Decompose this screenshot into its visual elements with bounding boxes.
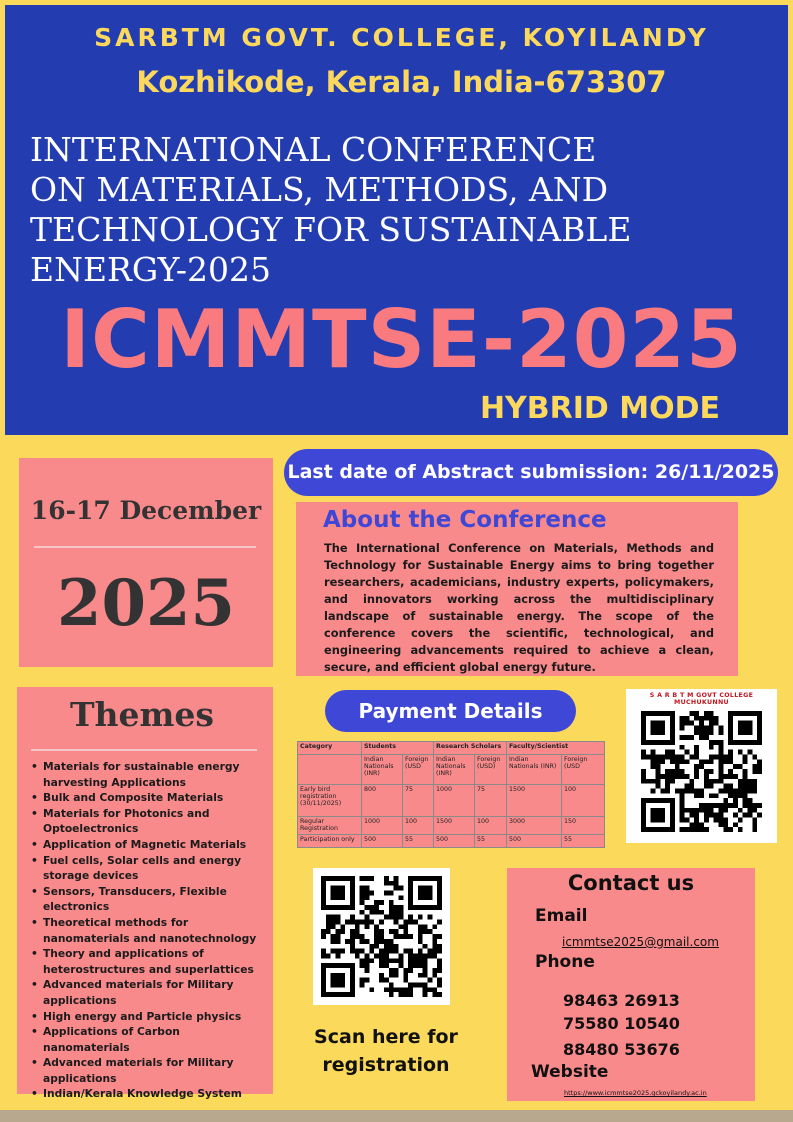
about-panel — [296, 502, 738, 676]
table-cell: 100 — [475, 817, 507, 835]
qr-code-icon — [641, 711, 762, 832]
about-body: The International Conference on Materials, Methods and Technology for Sustainable Energy aims to bring together researchers, academicians, industry experts, policymakers, and innovators working across the multidisciplinary landscape of sustainable energy. The scope of the conference covers the scientific, technological, and engineering advancements required to achieve a clean, secure, and efficient global energy future. — [324, 541, 714, 674]
theme-item: • Fuel cells, Solar cells and energy storage devices — [29, 853, 269, 884]
conference-title-line: ENERGY-2025 — [30, 250, 271, 289]
theme-item: • Applications of Carbon nanomaterials — [29, 1024, 269, 1055]
table-cell: 500 — [362, 835, 403, 848]
table-header-cell: Faculty/Scientist — [507, 742, 605, 755]
divider — [34, 546, 256, 548]
table-header-cell: Category — [298, 742, 362, 755]
contact-title: Contact us — [567, 871, 695, 895]
table-header-cell: Students — [362, 742, 434, 755]
college-address: Kozhikode, Kerala, India-673307 — [136, 65, 667, 99]
table-cell: 55 — [403, 835, 434, 848]
table-header-row — [298, 742, 605, 755]
table-cell: Early bird registration (30/11/2025) — [298, 785, 362, 817]
conference-mode: HYBRID MODE — [479, 391, 720, 426]
phone-number[interactable]: 75580 10540 — [563, 1014, 680, 1033]
table-cell: 1000 — [434, 785, 475, 817]
phone-label: Phone — [535, 952, 595, 972]
conference-acronym: ICMMTSE-2025 — [60, 293, 743, 386]
theme-item: • Advanced materials for Military applications — [29, 977, 269, 1008]
college-qr-code[interactable] — [626, 689, 777, 843]
about-title: About the Conference — [323, 507, 607, 533]
theme-item: • Application of Magnetic Materials — [29, 837, 269, 853]
abstract-deadline-badge: Last date of Abstract submission: 26/11/2025 — [284, 449, 778, 496]
table-cell: 500 — [434, 835, 475, 848]
table-cell: 1000 — [362, 817, 403, 835]
table-subheader-cell: Indian Nationals (INR) — [507, 755, 562, 785]
themes-title: Themes — [69, 695, 215, 734]
qr-code-label: S A R B T M GOVT COLLEGE MUCHUKUNNU — [649, 692, 754, 706]
table-cell: 800 — [362, 785, 403, 817]
contact-panel — [507, 868, 755, 1101]
table-header-cell: Research Scholars — [434, 742, 507, 755]
website-link[interactable]: https://www.icmmtse2025.gckoyilandy.ac.in — [564, 1089, 707, 1097]
table-cell: 500 — [507, 835, 562, 848]
table-subheader-row — [298, 755, 605, 785]
table-cell: 1500 — [507, 785, 562, 817]
theme-item: • Indian/Kerala Knowledge System — [29, 1086, 269, 1102]
table-row — [298, 785, 605, 817]
themes-list — [29, 759, 269, 1102]
conference-title — [30, 130, 690, 290]
table-cell: 150 — [562, 817, 605, 835]
payment-table — [297, 741, 605, 848]
qr-code-icon — [321, 876, 442, 997]
theme-item: • Sensors, Transducers, Flexible electronics — [29, 884, 269, 915]
phone-number[interactable]: 88480 53676 — [563, 1040, 680, 1059]
theme-item: • Advanced materials for Military applications — [29, 1055, 269, 1086]
bottom-strip — [0, 1110, 793, 1122]
theme-item: • Theoretical methods for nanomaterials and nanotechnology — [29, 915, 269, 946]
college-name: SARBTM GOVT. COLLEGE, KOYILANDY — [94, 23, 709, 52]
theme-item: • High energy and Particle physics — [29, 1009, 269, 1025]
table-subheader-cell: Indian Nationals (INR) — [362, 755, 403, 785]
table-subheader-cell: Indian Nationals (INR) — [434, 755, 475, 785]
theme-item: • Materials for Photonics and Optoelectronics — [29, 806, 269, 837]
email-label: Email — [535, 906, 588, 926]
table-cell: 1500 — [434, 817, 475, 835]
scan-instruction: Scan here for registration — [314, 1026, 458, 1076]
table-row — [298, 835, 605, 848]
theme-item: • Theory and applications of heterostructures and superlattices — [29, 946, 269, 977]
conference-title-line: INTERNATIONAL CONFERENCE — [30, 130, 597, 169]
date-range: 16-17 December — [30, 496, 262, 525]
email-link[interactable]: icmmtse2025@gmail.com — [562, 935, 719, 949]
conference-year: 2025 — [56, 566, 236, 641]
table-cell: 3000 — [507, 817, 562, 835]
theme-item: • Materials for sustainable energy harvesting Applications — [29, 759, 269, 790]
table-cell: 100 — [403, 817, 434, 835]
phone-number[interactable]: 98463 26913 — [563, 991, 680, 1010]
table-subheader-cell: Foreign (USD — [562, 755, 605, 785]
payment-details-badge: Payment Details — [325, 690, 576, 732]
theme-item: • Bulk and Composite Materials — [29, 790, 269, 806]
table-cell: 75 — [475, 785, 507, 817]
table-cell: 55 — [562, 835, 605, 848]
table-cell: Regular Registration — [298, 817, 362, 835]
table-cell: 75 — [403, 785, 434, 817]
table-cell: 100 — [562, 785, 605, 817]
registration-qr-code[interactable] — [313, 868, 450, 1005]
header-banner — [0, 0, 793, 435]
divider — [31, 749, 257, 751]
website-label: Website — [531, 1062, 609, 1082]
date-panel — [19, 458, 273, 667]
table-cell — [298, 755, 362, 785]
conference-title-line: TECHNOLOGY FOR SUSTAINABLE — [30, 210, 632, 249]
conference-title-line: ON MATERIALS, METHODS, AND — [30, 170, 609, 209]
table-row — [298, 817, 605, 835]
table-subheader-cell: Foreign (USD — [403, 755, 434, 785]
table-subheader-cell: Foreign (USD) — [475, 755, 507, 785]
themes-panel — [17, 687, 273, 1101]
table-cell: 55 — [475, 835, 507, 848]
table-cell: Participation only — [298, 835, 362, 848]
